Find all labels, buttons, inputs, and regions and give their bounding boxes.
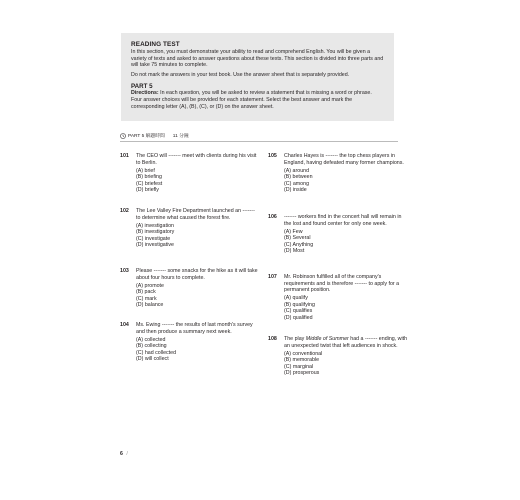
question-stem	[284, 336, 408, 349]
question-102	[120, 208, 260, 249]
reading-test-intro-box	[121, 33, 394, 121]
clock-icon	[120, 133, 126, 139]
option-b: (B) between	[284, 174, 313, 180]
question-stem: Please ------- some snacks for the hike as it will take about four hours to complete.	[136, 268, 258, 281]
play-title: Middle of Summer	[305, 336, 349, 342]
question-number: 108	[268, 336, 277, 342]
option-c: (C) marginal	[284, 363, 314, 370]
option-a: (A) investigation	[136, 222, 174, 229]
question-105	[268, 153, 408, 194]
directions-label: Directions:	[131, 90, 159, 97]
part-title: PART 5	[131, 83, 153, 91]
option-b: (B) collecting	[136, 343, 167, 349]
question-107	[268, 274, 408, 321]
option-d: (D) qualified	[284, 314, 313, 321]
answer-options	[136, 337, 260, 363]
question-stem: The Lee Valley Fire Department launched an ------- to determine what caused the forest fire.	[136, 208, 255, 221]
question-number: 106	[268, 214, 277, 220]
option-c: (C) qualifies	[284, 308, 313, 314]
question-106	[268, 214, 408, 255]
part-timer	[120, 132, 189, 139]
question-number: 101	[120, 153, 129, 159]
answer-options	[284, 295, 408, 321]
option-a: (A) qualify	[284, 295, 308, 301]
question-stem: Ms. Ewing ------- the results of last month's survey and then produce a summary next week.	[136, 322, 253, 335]
question-stem: Mr. Robinson fulfilled all of the company's requirements and is therefore ------- to apply for a permanent position.	[284, 274, 400, 293]
footer-separator: /	[126, 451, 128, 457]
option-d: (D) briefly	[136, 187, 159, 193]
question-number: 104	[120, 322, 129, 328]
option-a: (A) collected	[136, 336, 166, 343]
question-number: 105	[268, 153, 277, 159]
question-101	[120, 153, 260, 194]
option-a: (A) brief	[136, 167, 155, 174]
page-footer	[120, 451, 128, 457]
timer-minutes: 11 分鐘	[172, 134, 189, 139]
answer-options	[284, 168, 408, 194]
directions	[131, 90, 384, 110]
stem-part: The play	[284, 336, 306, 342]
question-104	[120, 322, 260, 363]
intro-paragraph: In this section, you must demonstrate your ability to read and comprehend English. You will be given a variety of texts and asked to answer questions about these texts. This section is divided into three parts and will take 75 minutes to complete.	[131, 49, 384, 69]
stem-part: had a ------- ending, with an unexpected twist that left audiences in shock.	[284, 336, 408, 349]
timer-label: PART 5 解題時間	[128, 134, 165, 139]
directions-text: In each question, you will be asked to review a statement that is missing a word or phrase. Four answer choices will be provided for each statement. Select the best answer and mark the corresponding letter (A), (B), (C), or (D) on the answer sheet.	[131, 90, 372, 110]
option-c: (C) Anything	[284, 241, 314, 248]
option-b: (B) investigatory	[136, 229, 175, 235]
answer-options	[284, 351, 408, 377]
option-a: (A) promote	[136, 282, 164, 289]
option-a: (A) Few	[284, 228, 303, 235]
question-number: 103	[120, 268, 129, 274]
question-number: 102	[120, 208, 129, 214]
question-stem: ------- workers find in the concert hall will remain in the lost and found center for only one week.	[284, 214, 402, 227]
answer-options	[284, 229, 408, 255]
option-c: (C) had collected	[136, 349, 177, 356]
option-d: (D) inside	[284, 187, 307, 193]
page-number: 6	[120, 451, 123, 457]
option-c: (C) mark	[136, 295, 157, 302]
option-d: (D) prosperous	[284, 370, 320, 376]
answer-options	[136, 168, 260, 194]
option-a: (A) around	[284, 167, 310, 174]
divider	[120, 141, 398, 142]
option-d: (D) balance	[136, 302, 164, 308]
option-d: (D) Most	[284, 248, 305, 254]
option-c: (C) among	[284, 180, 310, 187]
option-c: (C) investigate	[136, 235, 171, 242]
question-stem: Charles Hayes is ------- the top chess players in England, having defeated many former champions.	[284, 153, 404, 166]
option-b: (B) Several	[284, 235, 311, 241]
question-number: 107	[268, 274, 277, 280]
question-108	[268, 336, 408, 377]
answer-sheet-note: Do not mark the answers in your test book. Use the answer sheet that is separately provided.	[131, 71, 350, 78]
option-b: (B) pack	[136, 289, 156, 295]
option-b: (B) briefing	[136, 174, 162, 180]
option-c: (C) briefest	[136, 180, 163, 187]
option-d: (D) will collect	[136, 356, 169, 362]
answer-options	[136, 283, 260, 309]
option-b: (B) memorable	[284, 357, 320, 363]
option-d: (D) investigative	[136, 242, 174, 248]
answer-options	[136, 223, 260, 249]
option-a: (A) conventional	[284, 350, 323, 357]
option-b: (B) qualifying	[284, 301, 315, 308]
section-title: READING TEST	[131, 41, 180, 48]
question-stem: The CEO will ------- meet with clients during his visit to Berlin.	[136, 153, 257, 166]
question-103	[120, 268, 260, 309]
